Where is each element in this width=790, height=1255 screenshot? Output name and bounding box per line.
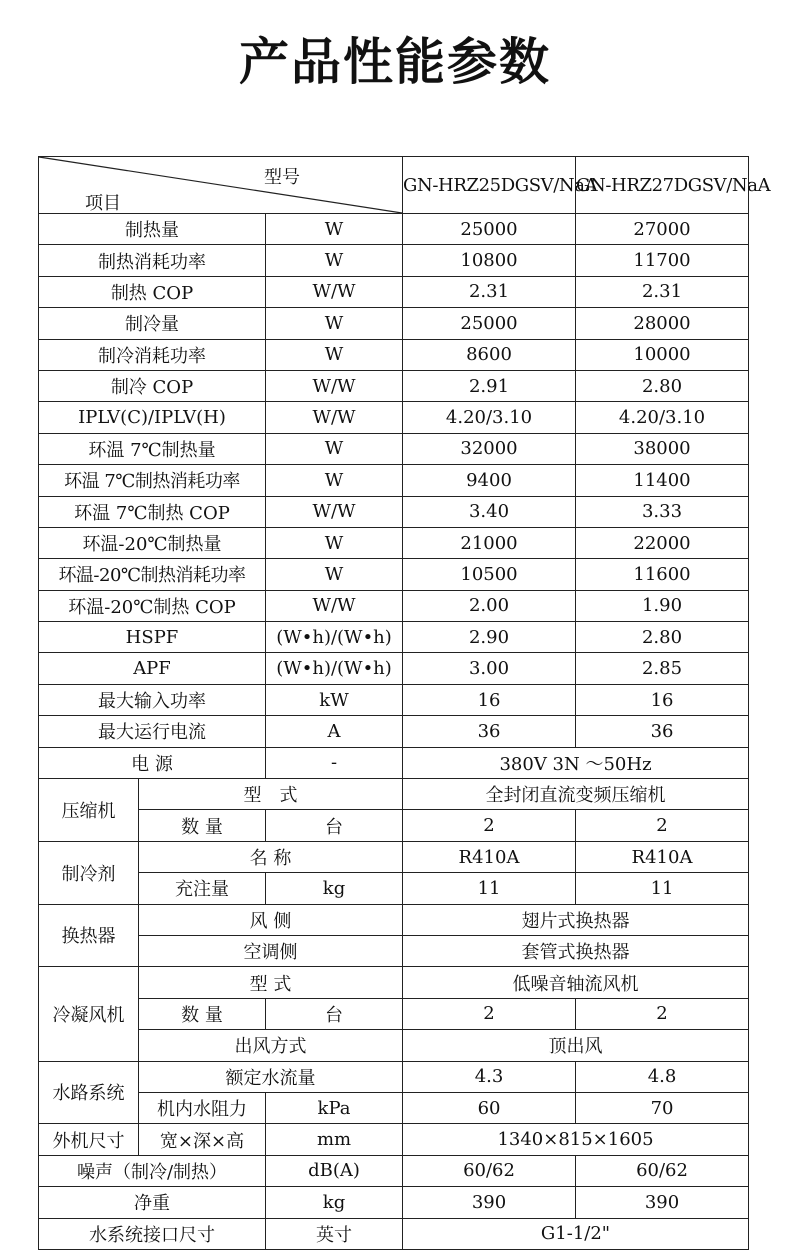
table-row [39,402,749,433]
row-unit: W/W [266,496,403,527]
row-label: 制冷量 [39,308,266,339]
water-flow-model-1: 4.3 [403,1061,576,1092]
table-row [39,465,749,496]
row-value-model-1: 9400 [403,465,576,496]
water-flow-label: 额定水流量 [139,1061,403,1092]
row-value-model-2: 28000 [576,308,749,339]
water-resistance-label: 机内水阻力 [139,1092,266,1123]
row-label: 环温-20℃制热消耗功率 [39,559,266,590]
compressor-group-label: 压缩机 [39,779,139,842]
row-value-model-1: 8600 [403,339,576,370]
fan-group-label: 冷凝风机 [39,967,139,1061]
row-unit: (W•h)/(W•h) [266,653,403,684]
compressor-qty-unit: 台 [266,810,403,841]
row-unit: A [266,716,403,747]
fan-outlet-value: 顶出风 [403,1030,749,1061]
header-row [39,157,749,214]
water-flow-model-2: 4.8 [576,1061,749,1092]
table-row [39,433,749,464]
row-value-model-1: 21000 [403,527,576,558]
table-row [39,590,749,621]
row-label: 环温 7℃制热量 [39,433,266,464]
row-value-model-1: 10500 [403,559,576,590]
row-value-model-1: 10800 [403,245,576,276]
fan-type-value: 低噪音轴流风机 [403,967,749,998]
row-label: 制冷 COP [39,370,266,401]
row-unit: W [266,339,403,370]
table-row [39,245,749,276]
row-label: 环温-20℃制热 COP [39,590,266,621]
row-unit: W/W [266,590,403,621]
model-2-name: GN-HRZ27DGSV/NaA [576,157,749,214]
refrigerant-name-model-2: R410A [576,841,749,872]
refrigerant-charge-model-2: 11 [576,873,749,904]
row-value-model-2: 4.20/3.10 [576,402,749,433]
heat-exchanger-air-label: 风 侧 [139,904,403,935]
row-value-model-1: 3.40 [403,496,576,527]
row-label: 环温 7℃制热消耗功率 [39,465,266,496]
row-value-model-1: 4.20/3.10 [403,402,576,433]
row-value-model-1: 25000 [403,214,576,245]
noise-model-1: 60/62 [403,1155,576,1186]
row-value-model-2: 10000 [576,339,749,370]
refrigerant-charge-unit: kg [266,873,403,904]
refrigerant-charge-row [39,873,749,904]
water-group-label: 水路系统 [39,1061,139,1124]
fan-qty-unit: 台 [266,998,403,1029]
fan-outlet-row [39,1030,749,1061]
water-resistance-row [39,1092,749,1123]
water-flow-row [39,1061,749,1092]
row-value-model-2: 27000 [576,214,749,245]
row-unit: (W•h)/(W•h) [266,622,403,653]
fan-qty-model-2: 2 [576,998,749,1029]
row-value-model-1: 16 [403,684,576,715]
water-resistance-unit: kPa [266,1092,403,1123]
fan-type-label: 型 式 [139,967,403,998]
row-label: 制冷消耗功率 [39,339,266,370]
row-label: 制热 COP [39,276,266,307]
table-row [39,370,749,401]
noise-row [39,1155,749,1186]
model-1-name: GN-HRZ25DGSV/NaA [403,157,576,214]
row-label: APF [39,653,266,684]
row-value-model-1: 25000 [403,308,576,339]
noise-model-2: 60/62 [576,1155,749,1186]
row-unit: kW [266,684,403,715]
dimensions-value: 1340×815×1605 [403,1124,749,1155]
refrigerant-group-label: 制冷剂 [39,841,139,904]
item-header-label: 项目 [85,193,121,214]
model-header-label: 型号 [264,167,300,188]
power-row [39,747,749,778]
power-label: 电 源 [39,747,266,778]
row-unit: W [266,465,403,496]
row-label: 制热消耗功率 [39,245,266,276]
compressor-type-value: 全封闭直流变频压缩机 [403,779,749,810]
table-row [39,716,749,747]
row-label: 环温-20℃制热量 [39,527,266,558]
row-unit: W/W [266,276,403,307]
compressor-type-label: 型 式 [139,779,403,810]
heat-exchanger-ac-label: 空调侧 [139,935,403,966]
refrigerant-charge-model-1: 11 [403,873,576,904]
connector-row [39,1218,749,1249]
compressor-qty-label: 数 量 [139,810,266,841]
heat-exchanger-air-row [39,904,749,935]
net-weight-row [39,1187,749,1218]
heat-exchanger-group-label: 换热器 [39,904,139,967]
row-value-model-2: 11400 [576,465,749,496]
row-label: 最大输入功率 [39,684,266,715]
row-value-model-2: 1.90 [576,590,749,621]
dimensions-label: 宽×深×高 [139,1124,266,1155]
refrigerant-name-label: 名 称 [139,841,403,872]
page-title: 产品性能参数 [239,33,551,91]
noise-label: 噪声（制冷/制热） [39,1155,266,1186]
row-value-model-2: 16 [576,684,749,715]
table-row [39,684,749,715]
row-label: HSPF [39,622,266,653]
water-resistance-model-2: 70 [576,1092,749,1123]
compressor-qty-model-2: 2 [576,810,749,841]
row-value-model-2: 2.85 [576,653,749,684]
row-value-model-1: 36 [403,716,576,747]
row-label: 最大运行电流 [39,716,266,747]
row-value-model-2: 38000 [576,433,749,464]
row-value-model-2: 3.33 [576,496,749,527]
row-unit: W [266,308,403,339]
compressor-qty-model-1: 2 [403,810,576,841]
table-row [39,339,749,370]
noise-unit: dB(A) [266,1155,403,1186]
row-label: 环温 7℃制热 COP [39,496,266,527]
row-unit: W/W [266,370,403,401]
net-weight-model-2: 390 [576,1187,749,1218]
fan-qty-model-1: 2 [403,998,576,1029]
row-value-model-2: 2.80 [576,370,749,401]
compressor-qty-row [39,810,749,841]
refrigerant-charge-label: 充注量 [139,873,266,904]
connector-label: 水系统接口尺寸 [39,1218,266,1249]
row-unit: W [266,214,403,245]
row-unit: W [266,559,403,590]
table-row [39,496,749,527]
table-row [39,214,749,245]
row-unit: W [266,433,403,464]
fan-qty-label: 数 量 [139,998,266,1029]
row-label: 制热量 [39,214,266,245]
row-value-model-1: 3.00 [403,653,576,684]
table-row [39,559,749,590]
connector-unit: 英寸 [266,1218,403,1249]
table-row [39,653,749,684]
refrigerant-name-model-1: R410A [403,841,576,872]
connector-value: G1-1/2" [403,1218,749,1249]
net-weight-unit: kg [266,1187,403,1218]
row-label: IPLV(C)/IPLV(H) [39,402,266,433]
row-unit: W/W [266,402,403,433]
row-unit: W [266,245,403,276]
heat-exchanger-air-value: 翅片式换热器 [403,904,749,935]
row-value-model-1: 2.91 [403,370,576,401]
row-value-model-1: 2.00 [403,590,576,621]
dimensions-group-label: 外机尺寸 [39,1124,139,1155]
row-value-model-2: 2.80 [576,622,749,653]
heat-exchanger-ac-value: 套管式换热器 [403,935,749,966]
power-unit: - [266,747,403,778]
row-value-model-2: 11700 [576,245,749,276]
refrigerant-name-row [39,841,749,872]
row-unit: W [266,527,403,558]
heat-exchanger-ac-row [39,935,749,966]
row-value-model-2: 2.31 [576,276,749,307]
water-resistance-model-1: 60 [403,1092,576,1123]
table-row [39,527,749,558]
dimensions-unit: mm [266,1124,403,1155]
compressor-type-row [39,779,749,810]
row-value-model-2: 11600 [576,559,749,590]
row-value-model-1: 2.31 [403,276,576,307]
row-value-model-1: 32000 [403,433,576,464]
fan-outlet-label: 出风方式 [139,1030,403,1061]
table-row [39,308,749,339]
row-value-model-2: 22000 [576,527,749,558]
power-value: 380V 3N ～50Hz [403,747,749,778]
net-weight-label: 净重 [39,1187,266,1218]
row-value-model-2: 36 [576,716,749,747]
table-row [39,622,749,653]
spec-table [38,156,771,1250]
table-row [39,276,749,307]
dimensions-row [39,1124,749,1155]
fan-type-row [39,967,749,998]
row-value-model-1: 2.90 [403,622,576,653]
fan-qty-row [39,998,749,1029]
header-corner-cell [39,157,403,214]
net-weight-model-1: 390 [403,1187,576,1218]
